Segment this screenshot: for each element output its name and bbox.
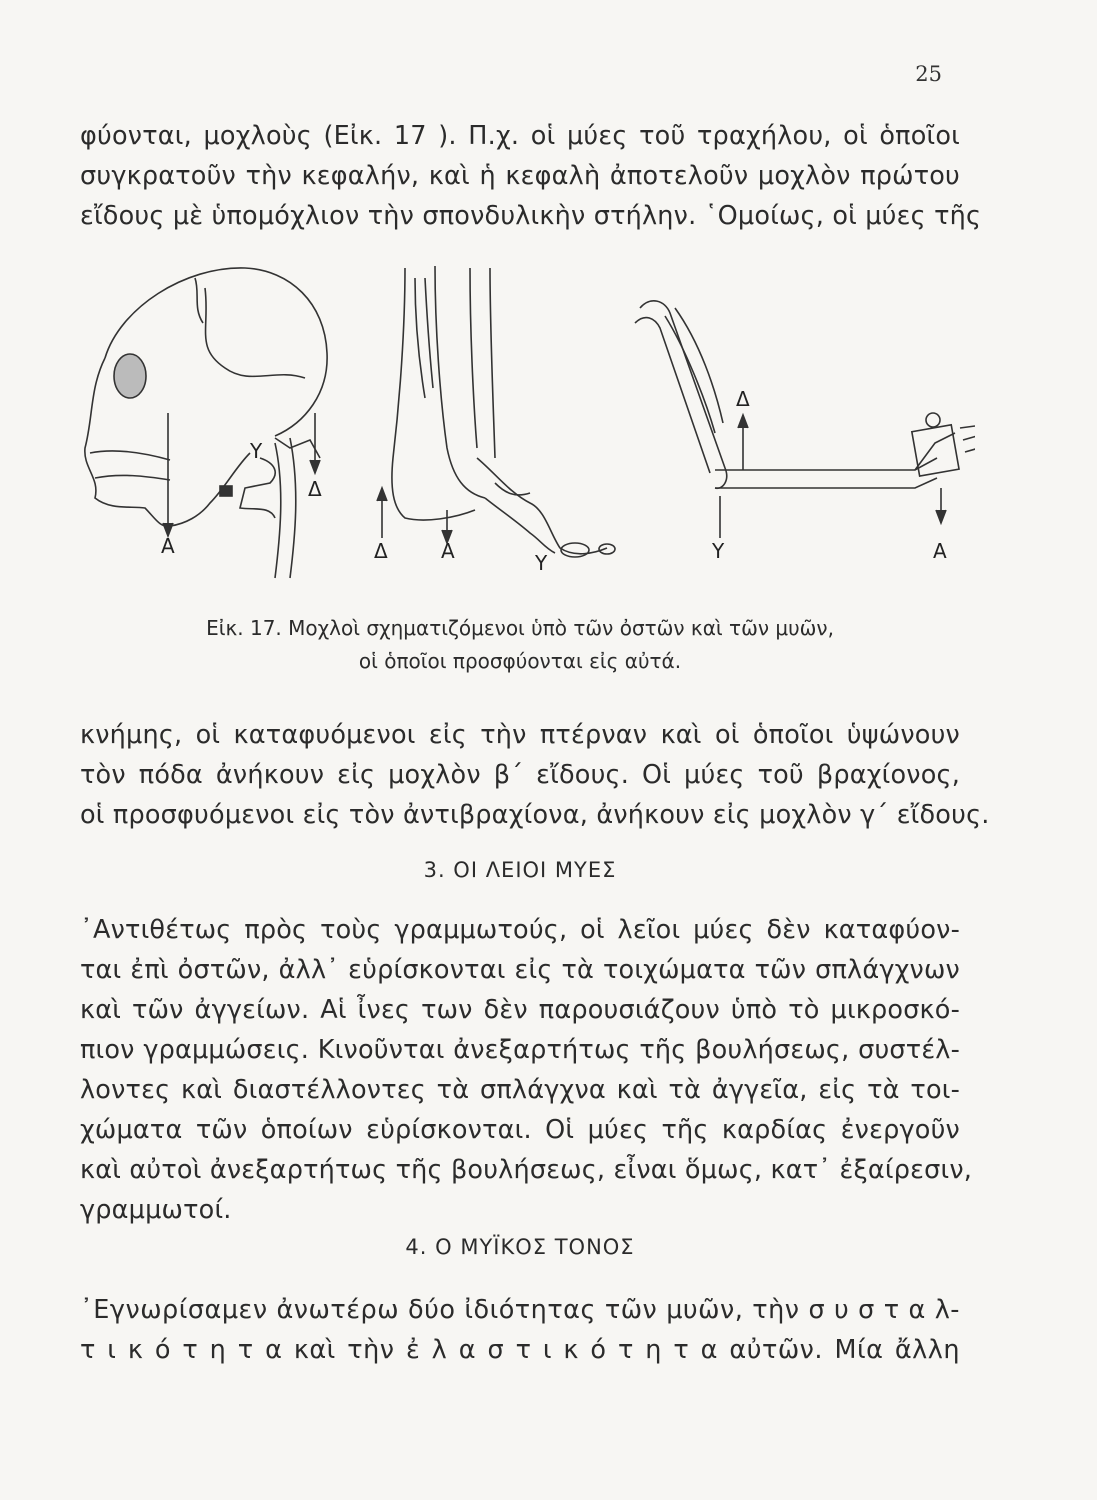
muscle-tone-paragraph: [80, 1290, 960, 1370]
foot-label-a: A: [441, 539, 455, 563]
text-line: τ ι κ ό τ η τ α καὶ τὴν ἐ λ α σ τ ι κ ό τ η τ α αὐτῶν. Μία ἄλλη: [80, 1335, 960, 1365]
lever-illustrations: [75, 248, 975, 588]
text-line: λοντες καὶ διαστέλλοντες τὰ σπλάγχνα καὶ τὰ ἀγγεῖα, εἰς τὰ τοι-: [80, 1075, 960, 1105]
text-line: ται ἐπὶ ὀστῶν, ἀλλ᾿ εὑρίσκονται εἰς τὰ τοιχώματα τῶν σπλάγχνων: [80, 955, 960, 985]
text-line: καὶ τῶν ἀγγείων. Αἱ ἶνες των δὲν παρουσιάζουν ὑπὸ τὸ μικροσκό-: [80, 995, 960, 1025]
intro-paragraph: [80, 116, 982, 236]
section-heading-muscle-tone: 4. Ο ΜΥΪΚΟΣ ΤΟΝΟΣ: [405, 1235, 635, 1259]
leg-arm-paragraph: [80, 715, 990, 835]
head-label-y: Y: [250, 439, 263, 463]
foot-drawing: [392, 266, 615, 557]
text-line: φύονται, μοχλοὺς (Εἰκ. 17 ). Π.χ. οἱ μύες τοῦ τραχήλου, οἱ ὁποῖοι: [80, 121, 960, 151]
arm-label-y: Y: [712, 539, 725, 563]
caption-line: Εἰκ. 17. Μοχλοὶ σχηματιζόμενοι ὑπὸ τῶν ὀστῶν καὶ τῶν μυῶν,: [206, 616, 834, 640]
arm-label-delta: Δ: [736, 387, 750, 411]
foot-label-delta: Δ: [374, 539, 388, 563]
section-heading-smooth-muscles: 3. ΟΙ ΛΕΙΟΙ ΜΥΕΣ: [423, 858, 617, 882]
text-line: πιον γραμμώσεις. Κινοῦνται ἀνεξαρτήτως τῆς βουλήσεως, συστέλ-: [80, 1035, 960, 1065]
foot-label-y: Y: [535, 551, 548, 575]
text-line: ᾿Αντιθέτως πρὸς τοὺς γραμμωτούς, οἱ λεῖοι μύες δὲν καταφύον-: [80, 915, 960, 945]
text-line: κνήμης, οἱ καταφυόμενοι εἰς τὴν πτέρναν καὶ οἱ ὁποῖοι ὑψώνουν: [80, 720, 960, 750]
figure-caption: [80, 612, 960, 678]
text-line: συγκρατοῦν τὴν κεφαλήν, καὶ ἡ κεφαλὴ ἀποτελοῦν μοχλὸν πρώτου: [80, 161, 960, 191]
text-line: καὶ αὐτοὶ ἀνεξαρτήτως τῆς βουλήσεως, εἶναι ὅμως, κατ᾿ ἐξαίρεσιν,: [80, 1155, 973, 1185]
text-line: γραμμωτοί.: [80, 1195, 232, 1225]
text-line: τὸν πόδα ἀνήκουν εἰς μοχλὸν β΄ εἴδους. Οἱ μύες τοῦ βραχίονος,: [80, 760, 960, 790]
text-line: οἱ προσφυόμενοι εἰς τὸν ἀντιβραχίονα, ἀνήκουν εἰς μοχλὸν γ΄ εἴδους.: [80, 800, 990, 830]
text-line: εἴδους μὲ ὑπομόχλιον τὴν σπονδυλικὴν στήλην. ῾Ομοίως, οἱ μύες τῆς: [80, 201, 982, 231]
smooth-muscles-paragraph: [80, 910, 973, 1230]
text-line: χώματα τῶν ὁποίων εὑρίσκονται. Οἱ μύες τῆς καρδίας ἐνεργοῦν: [80, 1115, 960, 1145]
caption-line: οἱ ὁποῖοι προσφύονται εἰς αὐτά.: [358, 649, 682, 673]
arm-label-a: A: [933, 539, 947, 563]
arm-drawing: [635, 301, 975, 488]
page-number: 25: [915, 62, 942, 86]
head-label-a: A: [161, 534, 175, 558]
text-line: ᾿Εγνωρίσαμεν ἀνωτέρω δύο ἰδιότητας τῶν μυῶν, τὴν σ υ σ τ α λ-: [80, 1295, 960, 1325]
head-label-delta: Δ: [308, 477, 322, 501]
figure-17: [75, 248, 975, 588]
skull-drawing: [85, 268, 327, 578]
